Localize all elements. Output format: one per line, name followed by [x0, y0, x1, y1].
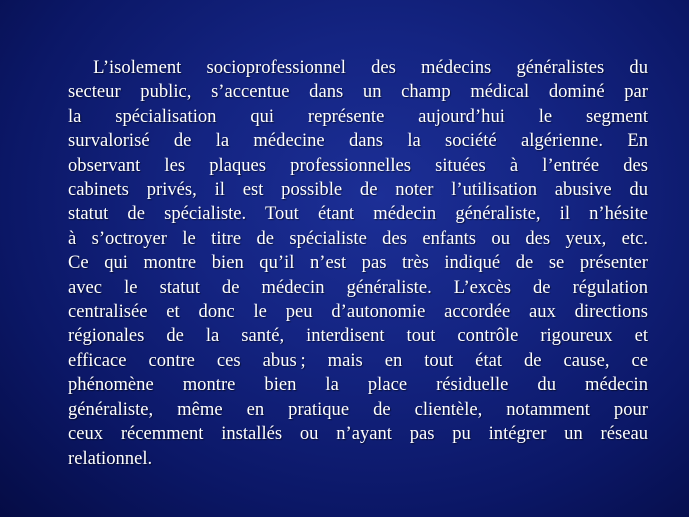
slide-body-paragraph: [68, 56, 648, 471]
paragraph-line: phénomène montre bien la place résiduelle du médecin: [68, 374, 648, 396]
paragraph-line: à s’octroyer le titre de spécialiste des enfants ou des yeux, etc.: [68, 227, 648, 249]
paragraph-line: secteur public, s’accentue dans un champ médical dominé par: [68, 81, 648, 103]
paragraph-line: généraliste, même en pratique de clientèle, notamment pour: [68, 398, 648, 420]
paragraph-line: observant les plaques professionnelles situées à l’entrée des: [68, 154, 648, 176]
paragraph-line: régionales de la santé, interdisent tout contrôle rigoureux et: [68, 325, 648, 347]
paragraph-line: centralisée et donc le peu d’autonomie accordée aux directions: [68, 301, 648, 323]
paragraph-line: ceux récemment installés ou n’ayant pas pu intégrer un réseau: [68, 423, 648, 445]
paragraph-line: L’isolement socioprofessionnel des médecins généralistes du: [68, 57, 648, 78]
paragraph-line: survalorisé de la médecine dans la société algérienne. En: [68, 130, 648, 152]
paragraph-line: relationnel.: [68, 447, 153, 469]
paragraph-line: efficace contre ces abus ; mais en tout état de cause, ce: [68, 349, 648, 371]
paragraph-line: statut de spécialiste. Tout étant médecin généraliste, il n’hésite: [68, 203, 648, 225]
paragraph-line: la spécialisation qui représente aujourd’hui le segment: [68, 105, 648, 127]
paragraph-line: Ce qui montre bien qu’il n’est pas très indiqué de se présenter: [68, 252, 648, 274]
paragraph-line: avec le statut de médecin généraliste. L’excès de régulation: [68, 276, 648, 298]
paragraph-line: cabinets privés, il est possible de noter l’utilisation abusive du: [68, 179, 648, 201]
